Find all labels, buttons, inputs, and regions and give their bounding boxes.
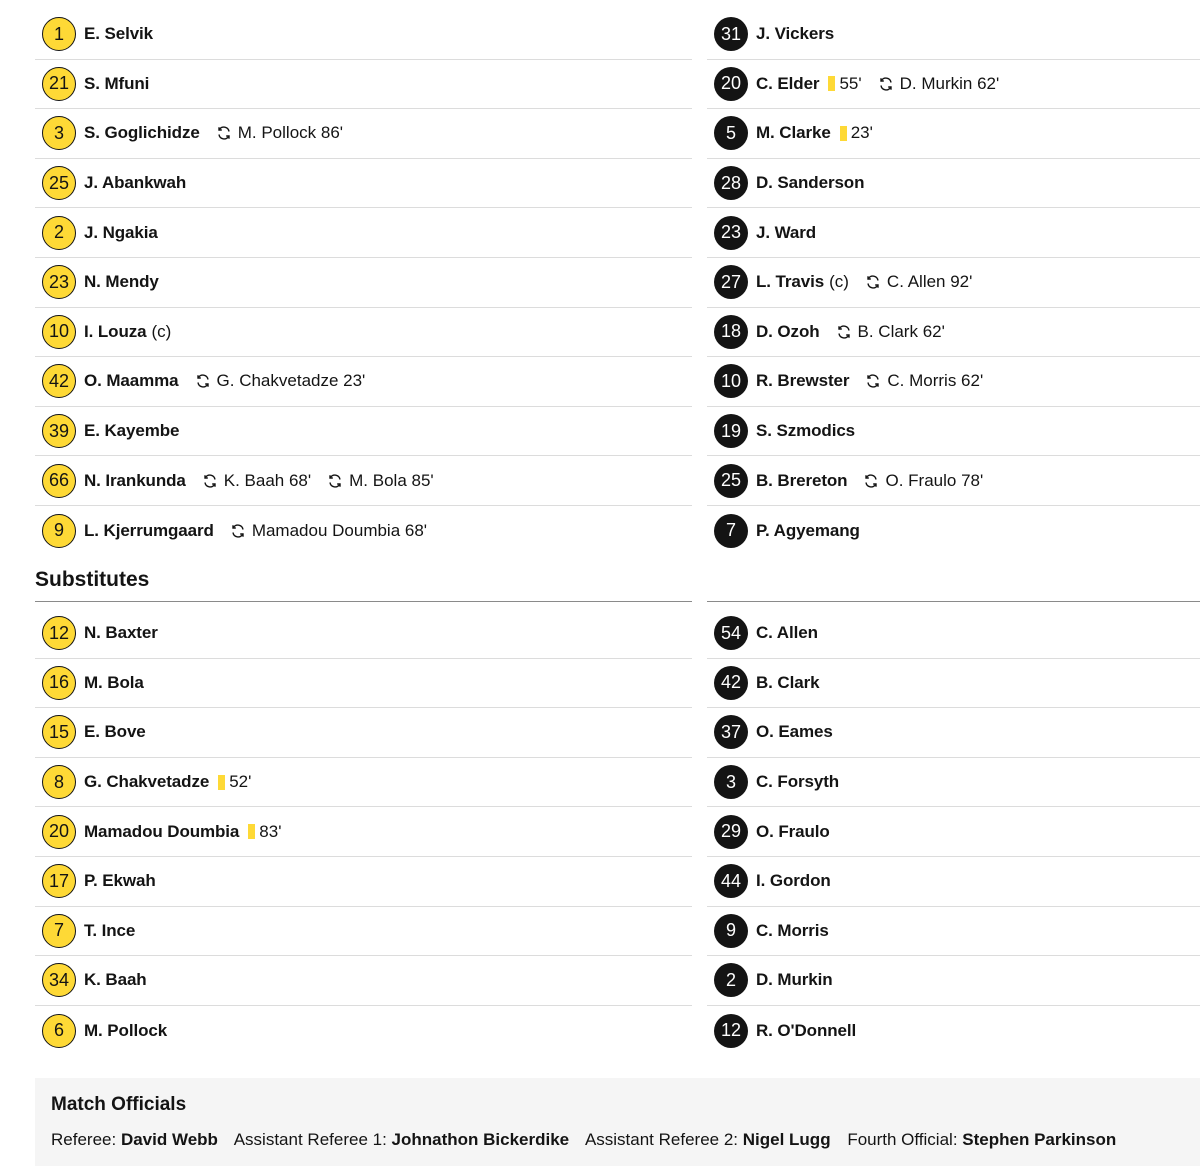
player-row[interactable] [707, 109, 1200, 159]
shirt-number-badge: 27 [714, 265, 748, 299]
player-name[interactable]: M. Clarke [756, 123, 831, 143]
player-name[interactable]: P. Ekwah [84, 871, 156, 891]
shirt-number-badge: 2 [42, 216, 76, 250]
player-name[interactable]: S. Mfuni [84, 73, 150, 93]
substitution-event [202, 471, 311, 491]
substitution-icon [836, 324, 858, 340]
player-name[interactable]: N. Baxter [84, 623, 158, 643]
shirt-number-badge: 12 [42, 616, 76, 650]
player-row[interactable] [35, 308, 692, 358]
shirt-number-badge: 31 [714, 17, 748, 51]
player-row[interactable] [35, 357, 692, 407]
player-row[interactable] [35, 456, 692, 506]
player-row[interactable] [707, 1006, 1200, 1056]
substitution-icon [865, 274, 887, 290]
home-substitutes-divider [35, 601, 692, 602]
player-name[interactable]: J. Vickers [756, 24, 835, 44]
player-name[interactable]: N. Mendy [84, 272, 159, 292]
booking-event [248, 822, 281, 842]
shirt-number-badge: 34 [42, 963, 76, 997]
shirt-number-badge: 18 [714, 315, 748, 349]
player-row[interactable] [707, 10, 1200, 60]
player-name[interactable]: J. Ward [756, 222, 817, 242]
player-name[interactable]: L. Travis [756, 272, 825, 292]
player-name[interactable]: C. Forsyth [756, 772, 840, 792]
booking-event [828, 74, 861, 94]
player-row[interactable] [35, 60, 692, 110]
shirt-number-badge: 25 [714, 464, 748, 498]
player-row[interactable] [707, 857, 1200, 907]
official-fourth [847, 1130, 1116, 1149]
shirt-number-badge: 10 [714, 364, 748, 398]
player-row[interactable] [35, 208, 692, 258]
player-row[interactable] [35, 109, 692, 159]
captain-marker: (c) [829, 272, 849, 292]
substitution-event [327, 471, 434, 491]
player-name[interactable]: N. Irankunda [84, 470, 186, 490]
shirt-number-badge: 3 [42, 116, 76, 150]
player-row[interactable] [35, 659, 692, 709]
substitution-icon [878, 76, 900, 92]
player-row[interactable] [707, 506, 1200, 556]
player-name[interactable]: M. Pollock [84, 1020, 168, 1040]
shirt-number-badge: 42 [42, 364, 76, 398]
match-officials-title: Match Officials [51, 1094, 187, 1115]
official-role: Fourth Official: [847, 1130, 958, 1149]
player-name[interactable]: E. Kayembe [84, 421, 180, 441]
player-name[interactable]: O. Fraulo [756, 821, 830, 841]
booking-minute: 52' [229, 772, 252, 792]
shirt-number-badge: 12 [714, 1014, 748, 1048]
shirt-number-badge: 15 [42, 715, 76, 749]
player-name[interactable]: T. Ince [84, 920, 136, 940]
player-row[interactable] [35, 907, 692, 957]
substitution-text[interactable]: G. Chakvetadze 23' [216, 371, 366, 391]
shirt-number-badge: 28 [714, 166, 748, 200]
player-row[interactable] [35, 159, 692, 209]
shirt-number-badge: 21 [42, 67, 76, 101]
shirt-number-badge: 10 [42, 315, 76, 349]
substitution-text[interactable]: B. Clark 62' [857, 321, 945, 341]
booking-minute: 83' [259, 821, 282, 841]
booking-minute: 55' [839, 73, 862, 93]
official-name: Nigel Lugg [742, 1130, 831, 1149]
shirt-number-badge: 39 [42, 414, 76, 448]
away-substitutes-list [707, 609, 1200, 1055]
booking-minute: 23' [850, 123, 873, 143]
player-row[interactable] [35, 857, 692, 907]
shirt-number-badge: 29 [714, 815, 748, 849]
substitution-event [863, 471, 983, 491]
player-row[interactable] [35, 10, 692, 60]
player-row[interactable] [35, 708, 692, 758]
player-name[interactable]: B. Brereton [756, 470, 848, 490]
substitution-text[interactable]: D. Murkin 62' [899, 73, 1000, 93]
substitution-event [195, 371, 366, 391]
shirt-number-badge: 1 [42, 17, 76, 51]
official-role: Referee: [51, 1130, 117, 1149]
player-row[interactable] [707, 258, 1200, 308]
player-name[interactable]: Mamadou Doumbia [84, 821, 240, 841]
player-name[interactable]: M. Bola [84, 672, 144, 692]
player-row[interactable] [707, 456, 1200, 506]
player-name[interactable]: C. Allen [756, 623, 818, 643]
shirt-number-badge: 23 [714, 216, 748, 250]
player-name[interactable]: I. Gordon [756, 871, 831, 891]
player-name[interactable]: J. Abankwah [84, 173, 187, 193]
player-row[interactable] [707, 308, 1200, 358]
player-row[interactable] [707, 357, 1200, 407]
shirt-number-badge: 19 [714, 414, 748, 448]
player-row[interactable] [35, 407, 692, 457]
official-assistant-2 [585, 1130, 831, 1149]
player-row[interactable] [35, 609, 692, 659]
player-row[interactable] [707, 407, 1200, 457]
substitution-icon [230, 523, 252, 539]
substitution-text[interactable]: O. Fraulo 78' [885, 470, 984, 490]
away-starting-lineup [707, 10, 1200, 556]
player-name[interactable]: S. Goglichidze [84, 123, 200, 143]
player-name[interactable]: E. Bove [84, 722, 146, 742]
player-name[interactable]: E. Selvik [84, 24, 154, 44]
player-name[interactable]: J. Ngakia [84, 222, 158, 242]
booking-event [840, 123, 873, 143]
player-row[interactable] [707, 807, 1200, 857]
player-row[interactable] [707, 758, 1200, 808]
shirt-number-badge: 6 [42, 1014, 76, 1048]
home-starting-lineup [35, 10, 692, 556]
substitution-icon [202, 473, 224, 489]
yellow-card-icon [828, 76, 835, 91]
yellow-card-icon [248, 824, 255, 839]
player-name[interactable]: R. Brewster [756, 371, 850, 391]
substitution-text[interactable]: M. Pollock 86' [237, 123, 344, 143]
player-row[interactable] [35, 807, 692, 857]
player-row[interactable] [707, 60, 1200, 110]
player-row[interactable] [707, 956, 1200, 1006]
player-row[interactable] [707, 208, 1200, 258]
official-role: Assistant Referee 2: [584, 1130, 739, 1149]
substitution-icon [216, 125, 238, 141]
official-role: Assistant Referee 1: [233, 1130, 387, 1149]
shirt-number-badge: 20 [42, 815, 76, 849]
yellow-card-icon [218, 775, 225, 790]
shirt-number-badge: 5 [714, 116, 748, 150]
player-name[interactable]: D. Murkin [756, 970, 833, 990]
player-name[interactable]: B. Clark [756, 672, 820, 692]
substitution-icon [195, 373, 217, 389]
player-row[interactable] [35, 758, 692, 808]
shirt-number-badge: 66 [42, 464, 76, 498]
match-officials-list [51, 1130, 1184, 1150]
substitution-icon [865, 373, 887, 389]
player-name[interactable]: L. Kjerrumgaard [84, 520, 214, 540]
shirt-number-badge: 2 [714, 963, 748, 997]
player-name[interactable]: C. Elder [756, 73, 820, 93]
substitution-icon [327, 473, 349, 489]
player-name[interactable]: C. Morris [756, 920, 829, 940]
shirt-number-badge: 44 [714, 864, 748, 898]
away-substitutes-divider [707, 601, 1200, 602]
player-name[interactable]: O. Maamma [84, 371, 179, 391]
official-name: David Webb [120, 1130, 218, 1149]
player-name[interactable]: K. Baah [84, 970, 147, 990]
shirt-number-badge: 17 [42, 864, 76, 898]
player-row[interactable] [707, 159, 1200, 209]
substitution-text[interactable]: C. Morris 62' [887, 371, 984, 391]
substitution-event [878, 74, 1000, 94]
substitution-icon [863, 473, 885, 489]
substitution-event [865, 272, 972, 292]
player-name[interactable]: D. Ozoh [756, 321, 820, 341]
shirt-number-badge: 54 [714, 616, 748, 650]
player-name[interactable]: R. O'Donnell [756, 1020, 857, 1040]
player-name[interactable]: P. Agyemang [756, 520, 860, 540]
substitution-event [865, 371, 983, 391]
shirt-number-badge: 7 [714, 514, 748, 548]
shirt-number-badge: 25 [42, 166, 76, 200]
shirt-number-badge: 20 [714, 67, 748, 101]
shirt-number-badge: 37 [714, 715, 748, 749]
player-row[interactable] [707, 609, 1200, 659]
substitution-event [230, 521, 427, 541]
official-referee [51, 1130, 218, 1149]
player-row[interactable] [35, 506, 692, 556]
official-name: Stephen Parkinson [962, 1130, 1117, 1149]
player-row[interactable] [707, 907, 1200, 957]
official-name: Johnathon Bickerdike [391, 1130, 570, 1149]
substitution-text[interactable]: C. Allen 92' [886, 272, 973, 292]
captain-marker: (c) [151, 321, 172, 341]
booking-event [218, 772, 251, 792]
shirt-number-badge: 7 [42, 914, 76, 948]
substitution-event [216, 123, 343, 143]
player-row[interactable] [707, 659, 1200, 709]
substitution-text[interactable]: K. Baah 68' [223, 470, 312, 490]
yellow-card-icon [840, 126, 847, 141]
shirt-number-badge: 8 [42, 765, 76, 799]
shirt-number-badge: 16 [42, 666, 76, 700]
shirt-number-badge: 23 [42, 265, 76, 299]
player-name[interactable]: S. Szmodics [756, 421, 856, 441]
shirt-number-badge: 9 [714, 914, 748, 948]
match-officials-panel [35, 1078, 1200, 1166]
substitutes-heading: Substitutes [35, 568, 150, 591]
player-name[interactable]: D. Sanderson [756, 173, 865, 193]
home-substitutes-list [35, 609, 692, 1055]
player-name[interactable]: G. Chakvetadze [84, 772, 210, 792]
player-name[interactable]: I. Louza [84, 321, 147, 341]
official-assistant-1 [234, 1130, 569, 1149]
player-row[interactable] [707, 708, 1200, 758]
shirt-number-badge: 42 [714, 666, 748, 700]
substitution-text[interactable]: M. Bola 85' [349, 470, 434, 490]
shirt-number-badge: 3 [714, 765, 748, 799]
player-name[interactable]: O. Eames [756, 722, 833, 742]
player-row[interactable] [35, 956, 692, 1006]
shirt-number-badge: 9 [42, 514, 76, 548]
substitution-event [836, 322, 945, 342]
player-row[interactable] [35, 1006, 692, 1056]
substitution-text[interactable]: Mamadou Doumbia 68' [251, 520, 428, 540]
player-row[interactable] [35, 258, 692, 308]
